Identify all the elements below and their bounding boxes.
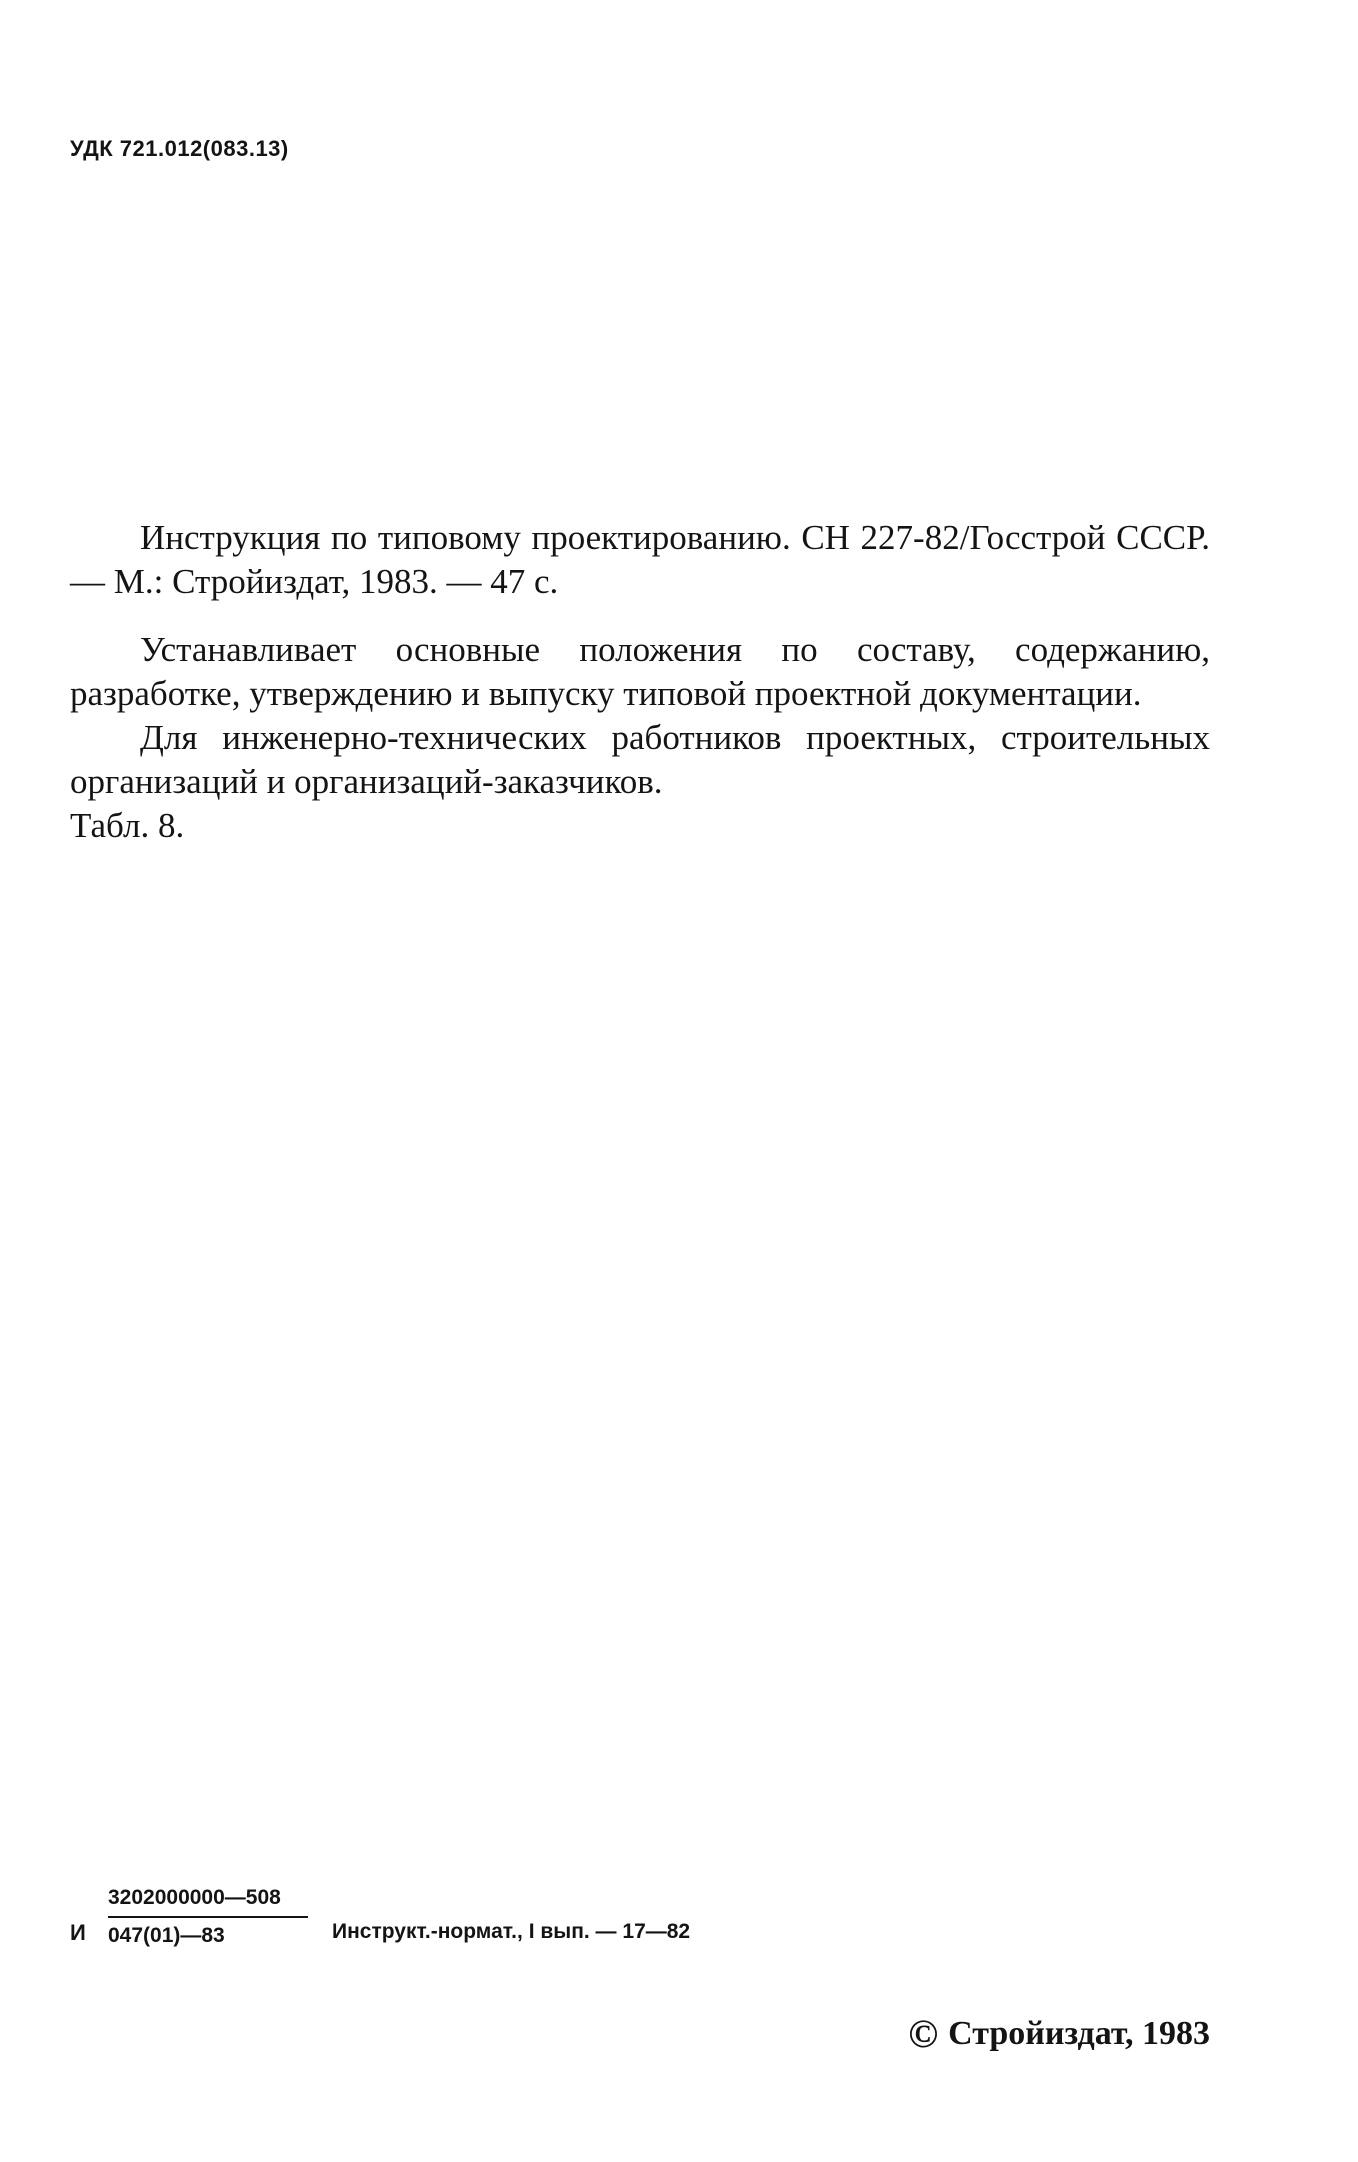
imprint-letter: И (70, 1920, 86, 1945)
imprint-series: Инструкт.-нормат., I вып. — 17—82 (332, 1920, 691, 1943)
bibliographic-description (70, 516, 1210, 604)
annotation-tables: Табл. 8. (70, 806, 185, 845)
imprint-numerator: 3202000000—508 (108, 1886, 281, 1909)
copyright-icon: © (908, 2011, 939, 2056)
publisher-imprint (70, 1886, 970, 1966)
annotation (70, 628, 1210, 848)
imprint-denominator: 047(01)—83 (108, 1924, 225, 1947)
annotation-purpose: Устанавливает основные положения по составу, содержанию, разработке, утверждению и выпуску типовой проектной документации. (70, 630, 1210, 713)
copyright-line (908, 2010, 1210, 2057)
udk-code: УДК 721.012(083.13) (70, 136, 289, 161)
bibliography-text: Инструкция по типовому проектированию. СН 227-82/Госстрой СССР. — М.: Стройиздат, 1983. — 47 с. (70, 518, 1210, 601)
copyright-text: Стройиздат, 1983 (948, 2015, 1210, 2052)
imprint-fraction (108, 1886, 318, 1948)
annotation-audience: Для инженерно-технических работников проектных, строительных организаций и организаций-заказчиков. (70, 718, 1210, 801)
